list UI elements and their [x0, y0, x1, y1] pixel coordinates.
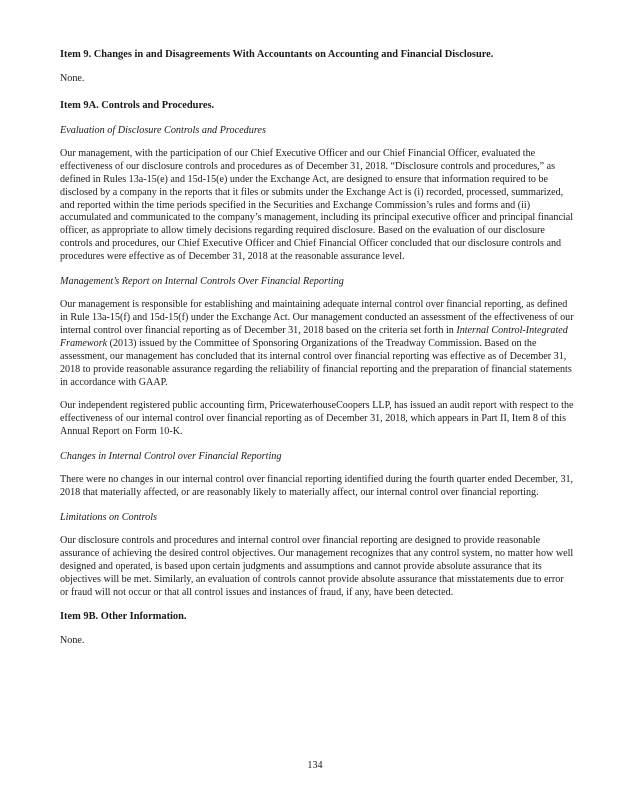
auditor-paragraph: Our independent registered public accounting firm, PricewaterhouseCoopers LLP, has issued an audit report with respect to the effectiveness of our internal control over financial reporting as of December 31, 2018, which appears in Part II, Item 8 of this Annual Report on Form 10-K. — [60, 400, 574, 438]
item9a-heading: Item 9A. Controls and Procedures. — [60, 99, 215, 111]
changes-subheading: Changes in Internal Control over Financial Reporting — [60, 451, 282, 463]
item9b-heading: Item 9B. Other Information. — [60, 611, 187, 623]
changes-paragraph: There were no changes in our internal control over financial reporting identified during the fourth quarter ended December, 31, 2018 that materially affected, or are reasonably likely to materially affect, our internal control over financial reporting. — [60, 474, 574, 499]
item9-body: None. — [60, 73, 85, 84]
limitations-subheading: Limitations on Controls — [60, 511, 157, 523]
limitations-paragraph: Our disclosure controls and procedures and internal control over financial reporting are designed to provide reasonable assurance of achieving the desired control objectives. Our management recognizes that any control system, no matter how well designed and operated, is based upon certain judgments and assumptions and cannot provide absolute assurance that its objectives will be met. Similarly, an evaluation of controls cannot provide absolute assurance that misstatements due to error or fraud will not occur or that all control issues and instances of fraud, if any, have been detected. — [60, 534, 574, 598]
document-page — [60, 48, 574, 648]
page-number: 134 — [307, 760, 323, 771]
evaluation-subheading: Evaluation of Disclosure Controls and Procedures — [60, 124, 266, 136]
item9-heading: Item 9. Changes in and Disagreements With Accountants on Accounting and Financial Disclosure. — [60, 49, 494, 60]
coso-framework-title: Internal Control-Integrated Framework — [60, 324, 568, 349]
management-report-paragraph — [60, 299, 574, 389]
management-report-text-a: Our management is responsible for establishing and maintaining adequate internal control over financial reporting, as defined in Rule 13a-15(f) and 15d-15(f) under the Exchange Act. Our management conducted an assessment of the effectiveness of our internal control over financial reporting as of December 31, 2018 based on the criteria set forth in — [60, 299, 574, 336]
management-report-text-b: (2013) issued by the Committee of Sponsoring Organizations of the Treadway Commission. Based on the assessment, our management has concluded that its internal control over financial reporting was effective as of December 31, 2018 to provide reasonable assurance regarding the reliability of financial reporting and the preparation of financial statements in accordance with GAAP. — [60, 337, 572, 388]
item9b-body: None. — [60, 635, 85, 647]
evaluation-paragraph: Our management, with the participation of our Chief Executive Officer and our Chief Financial Officer, evaluated the effectiveness of our disclosure controls and procedures as of December 31, 2018. “Disclosure controls and procedures,” as defined in Rules 13a-15(e) and 15d-15(e) under the Exchange Act, are designed to ensure that information required to be disclosed by a company in the reports that it files or submits under the Exchange Act is (i) recorded, processed, summarized, and reported within the time periods specified in the Securities and Exchange Commission’s rules and forms and (ii) accumulated and communicated to the company’s management, including its principal executive officer and principal financial officer, as appropriate to allow timely decisions regarding required disclosure. Based on the evaluation of our disclosure controls and procedures, our Chief Executive Officer and Chief Financial Officer concluded that our disclosure controls and procedures were effective as of December 31, 2018 at the reasonable assurance level. — [60, 147, 574, 263]
management-report-subheading: Management’s Report on Internal Controls Over Financial Reporting — [60, 276, 344, 288]
